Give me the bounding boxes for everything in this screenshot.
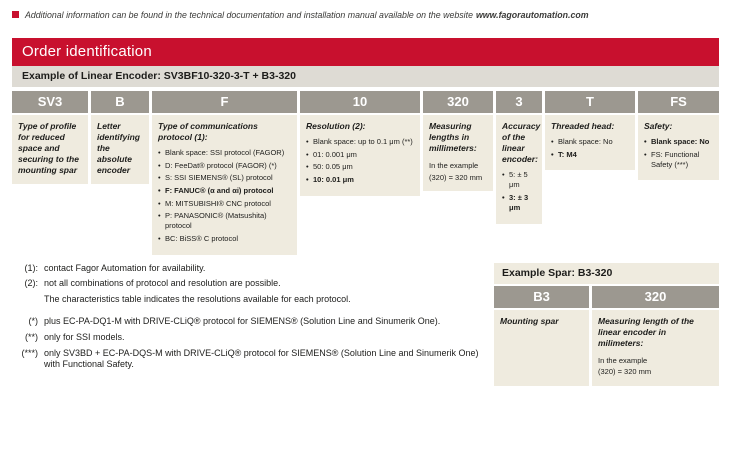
example-spar-table <box>494 263 719 386</box>
footnote-row <box>12 263 482 274</box>
page-title: Order identification <box>22 43 152 60</box>
top-note-text <box>25 10 589 20</box>
top-note <box>12 10 719 20</box>
option-item: • T: M4 <box>551 150 630 160</box>
protocol-options <box>158 148 292 244</box>
note-line: (320) = 320 mm <box>598 367 652 377</box>
order-desc-fs <box>638 115 719 180</box>
spar-desc-320 <box>592 310 719 386</box>
note-line: In the example <box>429 161 479 171</box>
order-desc-3 <box>496 115 542 224</box>
footnote-label: (*) <box>28 316 38 327</box>
red-square-icon <box>12 11 19 18</box>
section-title-bar <box>12 38 719 66</box>
footnote-label: (**) <box>25 332 38 343</box>
order-identification-table <box>12 91 719 255</box>
footnotes <box>12 263 482 386</box>
order-codes-row <box>12 91 719 113</box>
option-item: • BC: BiSS® C protocol <box>158 234 292 244</box>
option-item: • FS: Functional Safety (***) <box>644 150 714 170</box>
column-description: Accuracy of the linear encoder: <box>502 121 541 165</box>
spar-description: Measuring length of the linear encoder in milimeters: <box>598 315 694 348</box>
footnote-label: (2): <box>24 278 38 289</box>
order-code-320: 320 <box>423 91 493 113</box>
order-desc-sv3 <box>12 115 88 184</box>
order-code-sv3: SV3 <box>12 91 88 113</box>
option-item: • 01: 0.001 μm <box>306 150 415 160</box>
example-encoder-bar <box>12 66 719 87</box>
option-item: • D: FeeDat® protocol (FAGOR) (*) <box>158 161 292 171</box>
threaded-head-options <box>551 137 630 160</box>
spar-title: Example Spar: B3-320 <box>494 263 719 284</box>
footnote-row <box>12 316 482 327</box>
top-note-body: Additional information can be found in the technical documentation and installation manual available on the website <box>25 10 473 20</box>
order-code-10: 10 <box>300 91 420 113</box>
note-line: (320) = 320 mm <box>429 172 483 182</box>
order-code-f: F <box>152 91 297 113</box>
column-description: Type of communications protocol (1): <box>158 121 258 143</box>
footnote-row <box>12 294 482 305</box>
order-desc-f <box>152 115 297 255</box>
option-item: • 10: 0.01 μm <box>306 175 415 185</box>
footnote-row <box>12 332 482 343</box>
order-desc-10 <box>300 115 420 196</box>
safety-options <box>644 137 714 170</box>
spar-description: Mounting spar <box>500 315 559 326</box>
accuracy-options <box>502 170 537 213</box>
footnote-label: (***) <box>21 347 38 358</box>
option-item: • F: FANUC® (α and αi) protocol <box>158 186 292 196</box>
option-item: • M: MITSUBISHI® CNC protocol <box>158 199 292 209</box>
option-item: • 3: ± 3 μm <box>502 193 537 213</box>
order-desc-t <box>545 115 635 170</box>
spar-descriptions-row <box>494 310 719 386</box>
order-code-3: 3 <box>496 91 542 113</box>
footnote-row <box>12 348 482 371</box>
footnote-text: The characteristics table indicates the resolutions available for each protocol. <box>44 294 351 305</box>
order-descriptions-row <box>12 115 719 255</box>
order-code-t: T <box>545 91 635 113</box>
option-item: • 50: 0.05 μm <box>306 162 415 172</box>
footnote-text: not all combinations of protocol and resolution are possible. <box>44 278 281 289</box>
column-description: Safety: <box>644 121 673 131</box>
footnote-text: only SV3BD + EC-PA-DQS-M with DRIVE-CLiQ® protocol for SIEMENS® (Solution Line and Sinumerik One) with Functional Safety. <box>44 347 479 370</box>
option-item: • 5: ± 5 μm <box>502 170 537 190</box>
order-code-fs: FS <box>638 91 719 113</box>
spar-desc-b3 <box>494 310 589 386</box>
example-encoder-text: Example of Linear Encoder: SV3BF10-320-3-T + B3-320 <box>22 70 296 82</box>
bottom-section <box>12 263 719 386</box>
resolution-options <box>306 137 415 185</box>
column-description: Resolution (2): <box>306 121 366 131</box>
measuring-length-note <box>429 160 488 183</box>
column-description: Measuring lengths in millimeters: <box>429 121 477 154</box>
note-line: In the example <box>598 355 648 365</box>
website-url: www.fagorautomation.com <box>475 10 589 20</box>
footnote-text: contact Fagor Automation for availability. <box>44 262 206 273</box>
option-item: • Blank space: SSI protocol (FAGOR) <box>158 148 292 158</box>
footnote-text: only for SSI models. <box>44 332 125 343</box>
spar-length-note <box>598 355 713 378</box>
order-desc-320 <box>423 115 493 191</box>
column-description: Type of profile for reduced space and securing to the mounting spar <box>18 121 79 176</box>
option-item: • Blank space: No <box>644 137 714 147</box>
option-item: • S: SSI SIEMENS® (SL) protocol <box>158 173 292 183</box>
option-item: • Blank space: No <box>551 137 630 147</box>
option-item: • Blank space: up to 0.1 μm (**) <box>306 137 415 147</box>
order-code-b: B <box>91 91 149 113</box>
option-item: • P: PANASONIC® (Matsushita) protocol <box>158 211 292 231</box>
spar-codes-row <box>494 286 719 308</box>
column-description: Letter identifying the absolute encoder <box>97 121 140 176</box>
spar-code-b3: B3 <box>494 286 589 308</box>
spar-code-320: 320 <box>592 286 719 308</box>
footnote-row <box>12 278 482 289</box>
column-description: Threaded head: <box>551 121 615 131</box>
order-desc-b <box>91 115 149 184</box>
footnote-label <box>12 294 38 305</box>
footnote-label: (1): <box>24 262 38 273</box>
footnote-text: plus EC-PA-DQ1-M with DRIVE-CLiQ® protocol for SIEMENS® (Solution Line and Sinumerik One). <box>44 316 441 327</box>
